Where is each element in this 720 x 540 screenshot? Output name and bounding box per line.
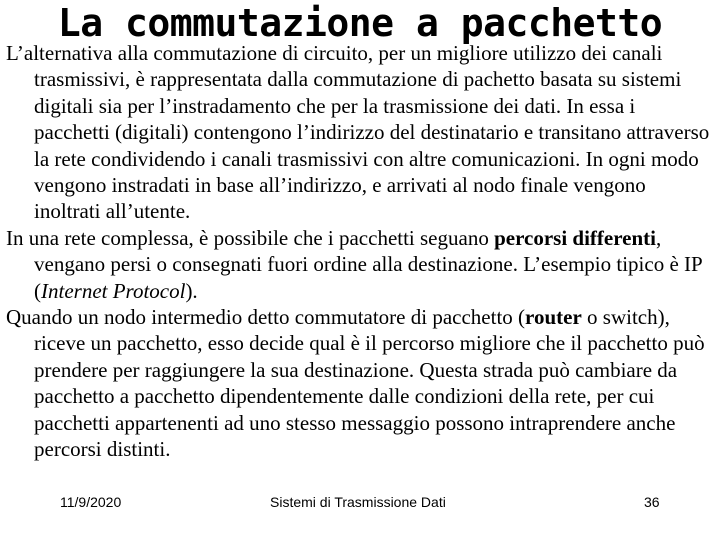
emphasis-italic: Internet Protocol (41, 278, 186, 303)
paragraph-text: Quando un nodo intermedio detto commutatore di pacchetto ( (6, 305, 526, 330)
emphasis-bold: percorsi differenti (494, 225, 657, 250)
slide-body (6, 40, 714, 463)
paragraph-text: , vengano persi o consegnati fuori ordine alla destinazione. L’esempio tipico è IP ( (34, 225, 702, 303)
paragraph-packet-switching (6, 40, 714, 225)
emphasis-bold: router (525, 305, 582, 330)
footer-page-number: 36 (644, 494, 660, 510)
paragraph-complex-network (6, 225, 714, 304)
paragraph-text: ). (185, 278, 198, 303)
footer-course-title: Sistemi di Trasmissione Dati (270, 494, 446, 510)
slide-title: La commutazione a pacchetto (57, 1, 663, 45)
footer-date: 11/9/2020 (60, 494, 122, 510)
paragraph-text: L’alternativa alla commutazione di circuito, per un migliore utilizzo dei canali trasmissivi, è rappresentata dalla commutazione di pachetto basata su sistemi digitali sia per l’instradamento che per la trasmissione dei dati. In essa i pacchetti (digitali) contengono l’indirizzo del destinatario e transitano attraverso la rete condividendo i canali trasmissivi con altre comunicazioni. In ogni modo vengono instradati in base all’indirizzo, e arrivati al nodo finale vengono inoltrati all’utente. (6, 41, 710, 224)
paragraph-text: In una rete complessa, è possibile che i pacchetti seguano (6, 225, 495, 250)
paragraph-text: o switch), riceve un pacchetto, esso decide qual è il percorso migliore che il pacchetto può prendere per raggiungere la sua destinazione. Questa strada può cambiare da pacchetto a pacchetto dipendentemente dalle condizioni della rete, per cui pacchetti appartenenti ad uno stesso messaggio possono intraprendere anche percorsi distinti. (34, 305, 705, 462)
paragraph-router (6, 304, 714, 462)
